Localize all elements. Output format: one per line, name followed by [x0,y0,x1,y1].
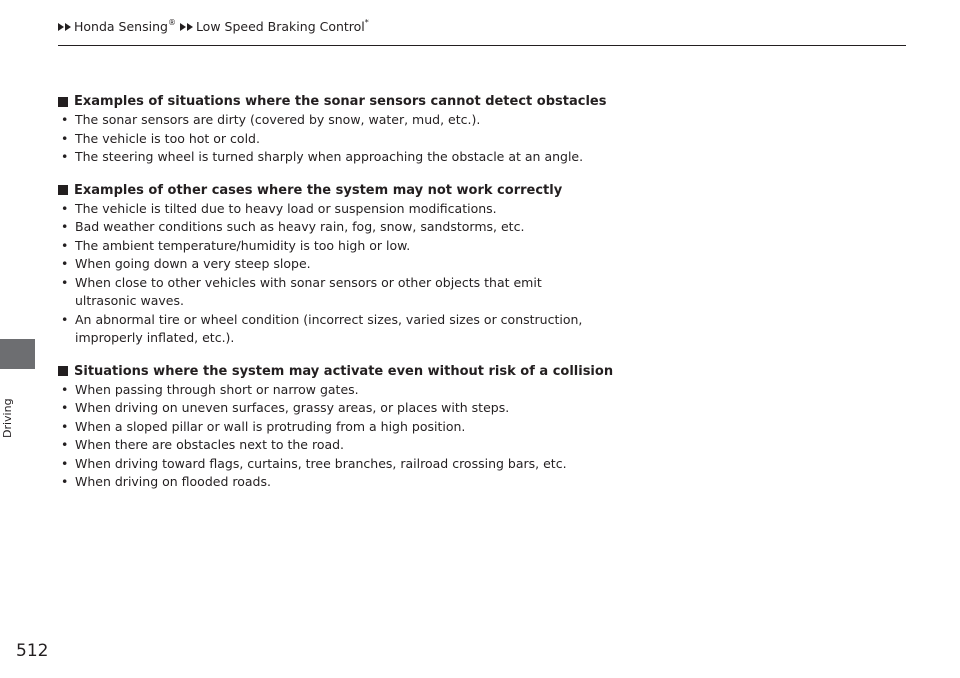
breadcrumb-arrow-icon [187,23,193,31]
bullet-icon: • [61,381,69,397]
list-item [58,455,658,474]
list-item [58,381,658,400]
registered-mark: ® [167,18,176,27]
bullet-icon: • [61,130,69,146]
bullet-icon: • [61,237,69,253]
breadcrumb-arrow-icon [180,23,186,31]
list-item [58,111,658,130]
list-item-text: The sonar sensors are dirty (covered by snow, water, mud, etc.). [75,112,481,127]
list-item-text: An abnormal tire or wheel condition (incorrect sizes, varied sizes or construction, improperly inflated, etc.). [75,311,583,345]
list-item [58,418,658,437]
bullet-icon: • [61,400,69,415]
section-activate-without-risk [58,362,658,492]
bullet-list [58,381,658,492]
list-item [58,130,658,149]
section-heading-text: Examples of situations where the sonar sensors cannot detect obstacles [74,94,607,109]
list-item-text: The vehicle is too hot or cold. [75,130,260,146]
bullet-icon: • [61,219,69,234]
breadcrumb-arrow-icon [58,23,64,31]
list-item [58,148,658,167]
bullet-icon: • [61,418,69,434]
header-divider [58,45,906,46]
breadcrumb-arrow-icon [65,23,71,31]
bullet-icon: • [61,200,69,216]
bullet-icon: • [61,311,69,327]
list-item-text: The steering wheel is turned sharply when approaching the obstacle at an angle. [75,149,584,164]
list-item [58,218,658,237]
breadcrumb [58,19,369,34]
list-item-text: When close to other vehicles with sonar sensors or other objects that emit ultrasonic waves. [75,274,542,308]
bullet-icon: • [61,455,69,471]
bullet-list [58,111,658,167]
list-item [58,399,658,418]
section-heading [58,92,658,111]
section-heading [58,181,658,200]
bullet-icon: • [61,437,69,452]
section-heading-text: Examples of other cases where the system may not work correctly [74,182,563,198]
list-item [58,436,658,455]
content [58,92,658,506]
section-heading-text: Situations where the system may activate even without risk of a collision [74,363,614,379]
list-item [58,255,658,274]
list-item-text: Bad weather conditions such as heavy rain, fog, snow, sandstorms, etc. [75,219,525,234]
list-item-text: When a sloped pillar or wall is protruding from a high position. [75,418,466,434]
list-item-text: When there are obstacles next to the road. [75,437,345,452]
section-sonar-cannot-detect [58,92,658,167]
list-item-text: When driving toward flags, curtains, tree branches, railroad crossing bars, etc. [75,455,567,471]
list-item [58,274,545,311]
chapter-tab[interactable] [0,339,35,369]
asterisk-mark: * [364,18,369,27]
breadcrumb-item-honda-sensing[interactable]: Honda Sensing [74,19,168,34]
page-number: 512 [16,641,49,661]
section-system-may-not-work [58,181,658,348]
list-item-text: The vehicle is tilted due to heavy load or suspension modifications. [75,200,497,216]
list-item [58,311,595,348]
list-item-text: When going down a very steep slope. [75,256,311,271]
list-item-text: When driving on flooded roads. [75,474,271,489]
section-heading [58,362,658,381]
square-bullet-icon [58,366,68,376]
bullet-icon: • [61,474,69,489]
list-item [58,200,658,219]
breadcrumb-item-low-speed-braking-control[interactable]: Low Speed Braking Control [195,19,365,34]
bullet-icon: • [61,149,69,164]
bullet-list [58,200,658,348]
bullet-icon: • [61,274,69,290]
list-item [58,473,658,492]
list-item-text: When passing through short or narrow gates. [75,381,359,397]
bullet-icon: • [61,256,69,271]
list-item [58,237,658,256]
square-bullet-icon [58,185,68,195]
square-bullet-icon [58,97,68,107]
chapter-label: Driving [1,398,14,438]
list-item-text: The ambient temperature/humidity is too high or low. [75,237,411,253]
list-item-text: When driving on uneven surfaces, grassy areas, or places with steps. [75,400,510,415]
bullet-icon: • [61,112,69,127]
